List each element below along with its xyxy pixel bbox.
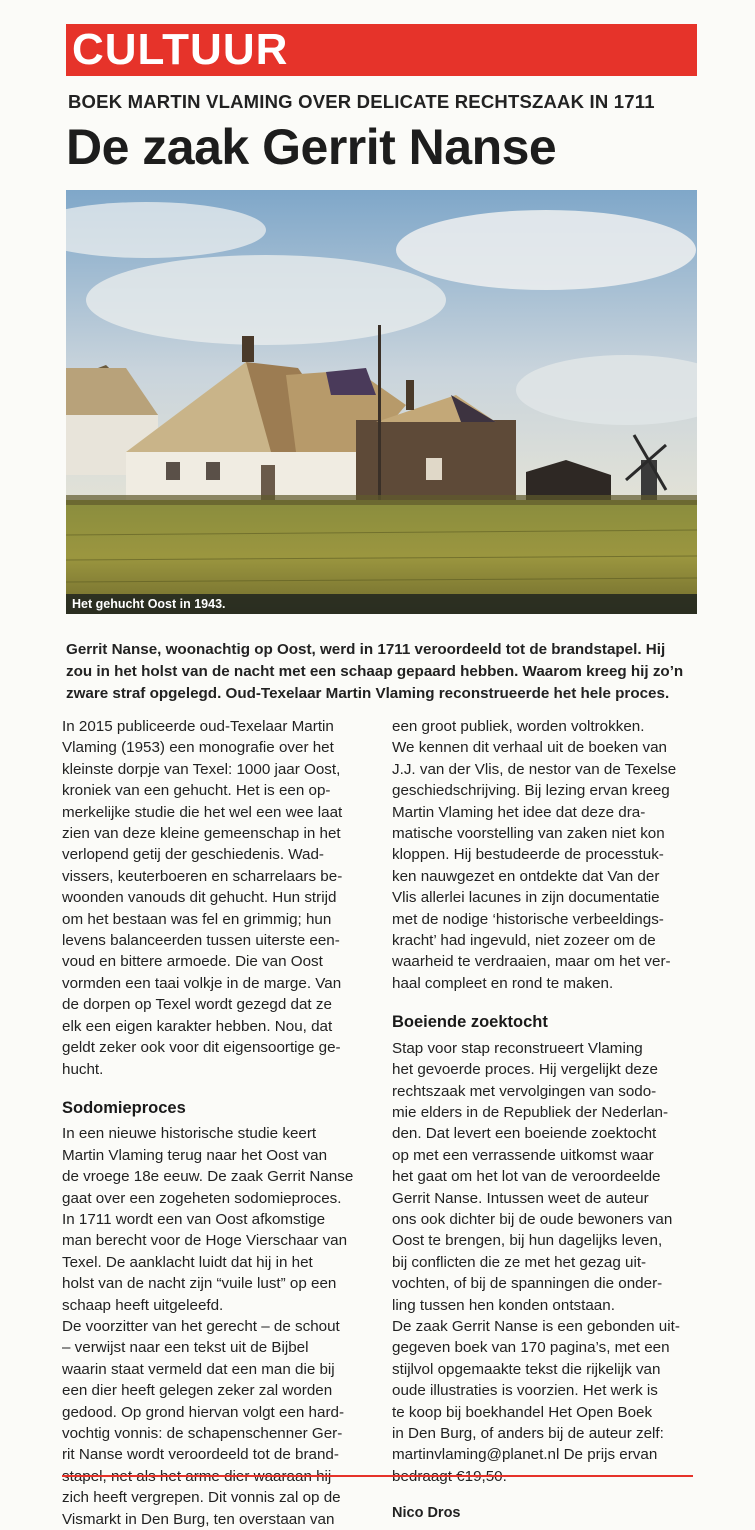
text-line: In 2015 publiceerde oud-Texelaar Martin [62, 718, 334, 735]
text-line: vormden een taai volkje in de marge. Van [62, 974, 342, 992]
hamlet-illustration [66, 190, 697, 614]
text-line: matische voorstelling van zaken niet kon [392, 825, 665, 843]
text-line: verlopend getij der geschiedenis. Wad- [62, 846, 324, 864]
text-line: Vlaming (1953) een monografie over het [62, 739, 334, 757]
text-line: haal compleet en rond te maken. [392, 974, 614, 992]
left-column [62, 716, 372, 1530]
text-line: Vismarkt in Den Burg, ten overstaan van [62, 1510, 335, 1528]
lead-paragraph [66, 639, 706, 705]
text-line: Martin Vlaming terug naar het Oost van [62, 1146, 328, 1164]
text-line: vochtig vonnis: de schapenschenner Ger- [62, 1425, 343, 1442]
text-line: Martin Vlaming het idee dat deze dra- [392, 803, 646, 821]
bottom-rule [62, 1475, 693, 1477]
text-line: waarin staat vermeld dat een man die bij [62, 1360, 335, 1378]
text-line: oude illustraties is voorzien. Het werk is [392, 1382, 658, 1400]
text-line: stijlvol opgemaakte tekst die rijkelijk van [392, 1360, 661, 1378]
text-line: te koop bij boekhandel Het Open Boek [392, 1403, 653, 1421]
text-line: voud en bittere armoede. Die van Oost [62, 953, 323, 971]
body-paragraph [392, 716, 698, 994]
text-line: hucht. [62, 1060, 104, 1078]
text-line: bij conflicten die ze met het gezag uit- [392, 1253, 647, 1271]
text-line: gaat over een zogeheten sodomieproces. [62, 1189, 342, 1207]
body-paragraph [62, 1316, 372, 1530]
section-banner [66, 24, 697, 76]
text-line: ling tussen hen konden ontstaan. [392, 1296, 615, 1314]
text-line: rechtszaak met vervolgingen van sodo- [392, 1082, 657, 1100]
article-photo [66, 190, 697, 614]
right-column [392, 716, 698, 1525]
text-line: in Den Burg, of anders bij de auteur zelf: [392, 1425, 664, 1442]
text-line: Oost te brengen, bij hun dagelijks leven, [392, 1232, 663, 1250]
text-line: geldt zeker ook voor dit eigensoortige ge- [62, 1039, 341, 1057]
lead-line: Gerrit Nanse, woonachtig op Oost, werd in 1711 veroordeeld tot de brandstapel. Hij [66, 641, 666, 658]
text-line: de vroege 18e eeuw. De zaak Gerrit Nanse [62, 1168, 354, 1186]
text-line: Texel. De aanklacht luidt dat hij in het [62, 1253, 313, 1271]
text-line: kleinste dorpje van Texel: 1000 jaar Oost, [62, 760, 341, 778]
text-line: geschiedschrijving. Bij lezing ervan kreeg [392, 782, 670, 800]
text-line: rit Nanse wordt veroordeeld tot de brand- [62, 1446, 339, 1464]
body-paragraph [62, 1123, 372, 1316]
body-paragraph [392, 1038, 698, 1316]
text-line: een dier heeft gelegen zeker zal worden [62, 1382, 333, 1400]
text-line: om het bestaan was fel en grimmig; hun [62, 910, 332, 928]
lead-line: zou in het holst van de nacht met een schaap gepaard hebben. Waarom kreeg hij zo’n [66, 663, 684, 680]
text-line: kroniek van een gehucht. Het is een op- [62, 782, 331, 800]
text-line: waarheid te verdraaien, maar om het ver- [392, 953, 671, 971]
subheading: Boeiende zoektocht [392, 1013, 548, 1032]
text-line: vissers, keuterboeren en scharrelaars be- [62, 867, 343, 885]
text-line: In een nieuwe historische studie keert [62, 1125, 317, 1143]
text-line: kracht’ had ingevuld, niet zozeer om de [392, 932, 656, 950]
text-line: De zaak Gerrit Nanse is een gebonden uit- [392, 1317, 680, 1335]
text-line: We kennen dit verhaal uit de boeken van [392, 739, 667, 757]
text-line: schaap heeft uitgeleefd. [62, 1296, 224, 1314]
text-line: J.J. van der Vlis, de nestor van de Texelse [392, 760, 677, 778]
photo-caption: Het gehucht Oost in 1943. [66, 594, 697, 614]
lead-line: zware straf opgelegd. Oud-Texelaar Martin Vlaming reconstrueerde het hele proces. [66, 685, 670, 702]
headline: De zaak Gerrit Nanse [66, 119, 557, 175]
text-line: Stap voor stap reconstrueert Vlaming [392, 1039, 643, 1057]
text-line: het gevoerde proces. Hij vergelijkt deze [392, 1061, 658, 1079]
section-label: CULTUUR [72, 25, 289, 74]
text-line: woonden vanouds dit gehucht. Hun strijd [62, 889, 337, 907]
text-line: levens balanceerden tussen uiterste een- [62, 932, 340, 950]
text-line: zich heeft vergrepen. Dit vonnis zal op de [62, 1489, 341, 1507]
text-line: vochten, of bij de spanningen die onder- [392, 1275, 663, 1293]
text-line: den. Dat levert een boeiende zoektocht [392, 1125, 657, 1143]
text-line: met de nodige ‘historische verbeeldings- [392, 910, 664, 928]
text-line: merkelijke studie die het wel een wee laat [62, 803, 343, 821]
text-line: het gaat om het lot van de veroordeelde [392, 1168, 661, 1186]
body-paragraph [392, 1316, 698, 1487]
text-line: De voorzitter van het gerecht – de schout [62, 1317, 340, 1335]
body-paragraph [62, 716, 372, 1080]
text-line: ons ook dichter bij de oude bewoners van [392, 1210, 673, 1228]
text-line: man berecht voor de Hoge Vierschaar van [62, 1232, 348, 1250]
kicker: BOEK MARTIN VLAMING OVER DELICATE RECHTSZAAK IN 1711 [68, 91, 655, 112]
text-line: de dorpen op Texel wordt gezegd dat ze [62, 996, 332, 1014]
text-line: Gerrit Nanse. Intussen weet de auteur [392, 1189, 649, 1207]
text-line: op met een verrassende uitkomst waar [392, 1146, 654, 1164]
text-line: zien van deze kleine gemeenschap in het [62, 825, 341, 843]
subheading: Sodomieproces [62, 1098, 186, 1117]
text-line: In 1711 wordt een van Oost afkomstige [62, 1210, 326, 1228]
author-byline: Nico Dros [392, 1505, 461, 1522]
text-line: gegeven boek van 170 pagina’s, met een [392, 1339, 670, 1357]
text-line: martinvlaming@planet.nl De prijs ervan [392, 1446, 658, 1464]
text-line: – verwijst naar een tekst uit de Bijbel [62, 1339, 309, 1357]
text-line: een groot publiek, worden voltrokken. [392, 718, 645, 735]
text-line: kloppen. Hij bestudeerde de processtuk- [392, 846, 664, 864]
text-line: mie elders in de Republiek der Nederlan- [392, 1103, 669, 1121]
text-line: holst van de nacht zijn “vuile lust” op een [62, 1275, 337, 1293]
text-line: gedood. Op grond hiervan volgt een hard- [62, 1403, 345, 1421]
text-line: ken nauwgezet en ontdekte dat Van der [392, 867, 660, 885]
text-line: elk een eigen karakter hebben. Nou, dat [62, 1017, 333, 1035]
text-line: Vlis allerlei lacunes in zijn documentatie [392, 889, 660, 907]
